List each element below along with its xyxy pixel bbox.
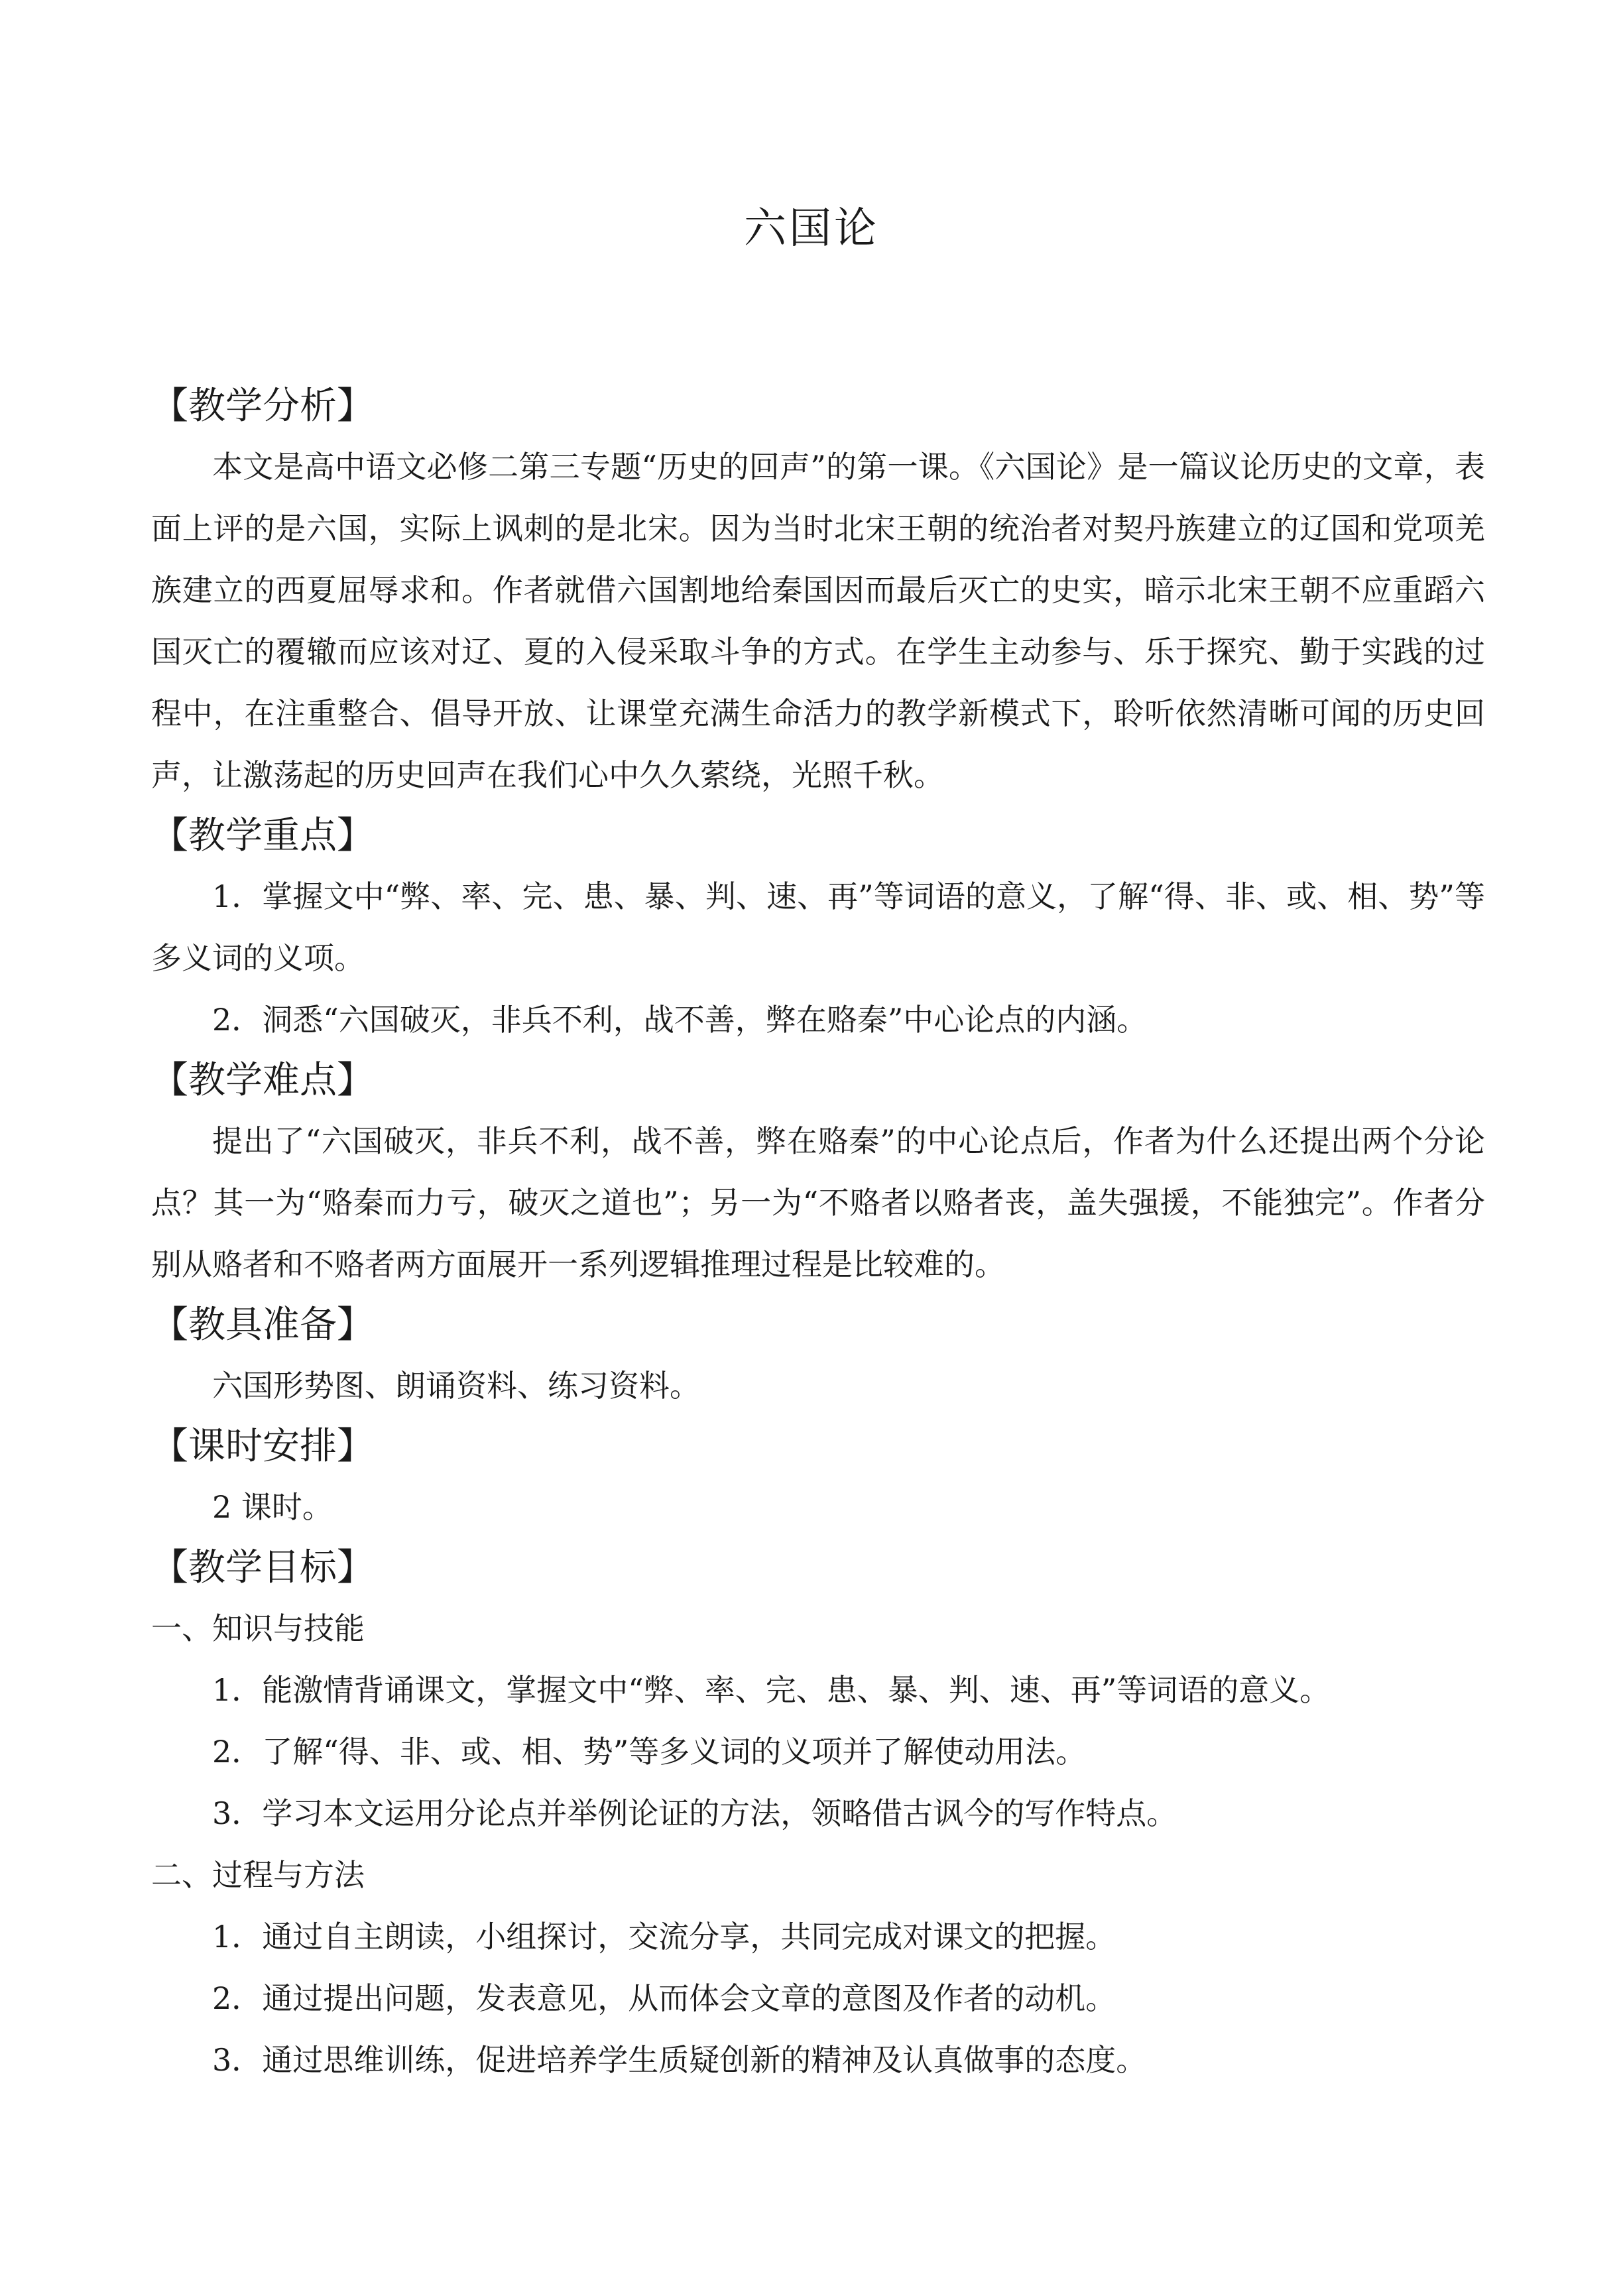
- document-title: 六国论: [744, 204, 879, 253]
- objective-item: 3．学习本文运用分论点并举例论证的方法，领略借古讽今的写作特点。: [212, 1795, 1177, 1831]
- objectives-subheading-knowledge: 一、知识与技能: [151, 1610, 365, 1646]
- section-heading-materials: 【教具准备】: [151, 1303, 374, 1347]
- objective-item: 2．了解“得、非、或、相、势”等多义词的义项并了解使动用法。: [212, 1734, 1087, 1770]
- objective-item: 3．通过思维训练，促进培养学生质疑创新的精神及认真做事的态度。: [212, 2042, 1147, 2078]
- objectives-subheading-process: 二、过程与方法: [151, 1857, 365, 1893]
- section-heading-objectives: 【教学目标】: [151, 1546, 374, 1589]
- section-heading-difficulties: 【教学难点】: [151, 1059, 374, 1102]
- document-body: [151, 377, 1485, 2091]
- objective-item: 2．通过提出问题，发表意见，从而体会文章的意图及作者的动机。: [212, 1980, 1116, 2016]
- section-heading-key-points: 【教学重点】: [151, 814, 374, 857]
- analysis-paragraph: 本文是高中语文必修二第三专题“历史的回声”的第一课。《六国论》是一篇议论历史的文章，表面上评的是六国，实际上讽刺的是北宋。因为当时北宋王朝的统治者对契丹族建立的辽国和党项羌族建立的西夏屈辱求和。作者就借六国割地给秦国因而最后灭亡的史实，暗示北宋王朝不应重蹈六国灭亡的覆辙而应该对辽、夏的入侵采取斗争的方式。在学生主动参与、乐于探究、勤于实践的过程中，在注重整合、倡导开放、让课堂充满生命活力的教学新模式下，聆听依然清晰可闻的历史回声，让激荡起的历史回声在我们心中久久萦绕，光照千秋。: [151, 449, 1485, 793]
- section-heading-analysis: 【教学分析】: [151, 385, 374, 428]
- materials-paragraph: 六国形势图、朗诵资料、练习资料。: [212, 1368, 700, 1404]
- schedule-paragraph: 2 课时。: [212, 1489, 333, 1525]
- section-heading-schedule: 【课时安排】: [151, 1425, 374, 1468]
- key-point-item: 1．掌握文中“弊、率、完、患、暴、判、速、再”等词语的意义，了解“得、非、或、相、势”等多义词的义项。: [151, 878, 1485, 976]
- objective-item: 1．能激情背诵课文，掌握文中“弊、率、完、患、暴、判、速、再”等词语的意义。: [212, 1672, 1331, 1708]
- objective-item: 1．通过自主朗读，小组探讨，交流分享，共同完成对课文的把握。: [212, 1919, 1116, 1955]
- key-point-item: 2．洞悉“六国破灭，非兵不利，战不善，弊在赂秦”中心论点的内涵。: [212, 1002, 1148, 1038]
- difficulties-paragraph: 提出了“六国破灭，非兵不利，战不善，弊在赂秦”的中心论点后，作者为什么还提出两个分论点？其一为“赂秦而力亏，破灭之道也”；另一为“不赂者以赂者丧，盖失强援，不能独完”。作者分别从赂者和不赂者两方面展开一系列逻辑推理过程是比较难的。: [151, 1123, 1485, 1282]
